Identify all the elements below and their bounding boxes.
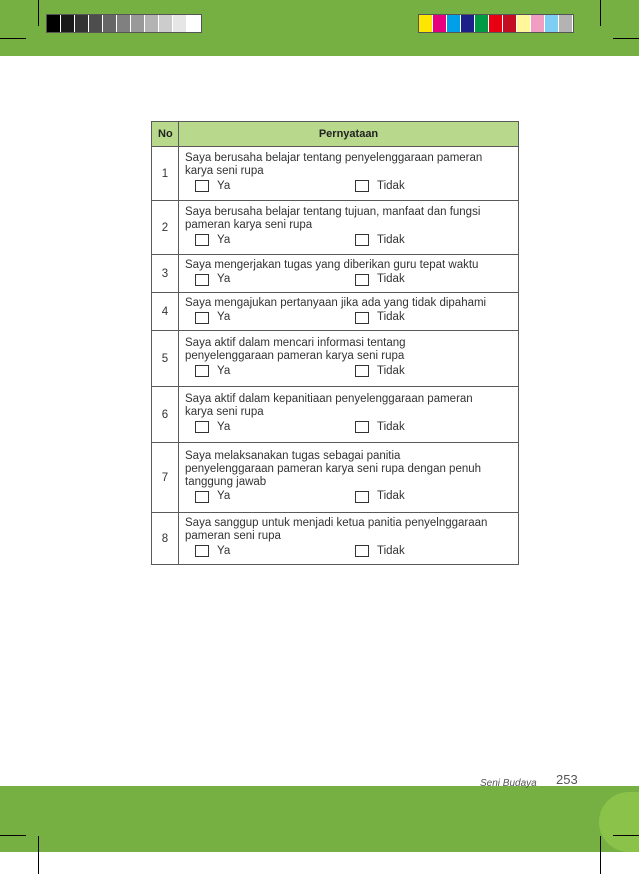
gray-swatch (61, 15, 75, 32)
bottom-band (0, 786, 639, 852)
column-header-statement: Pernyataan (179, 122, 519, 147)
gray-swatch (159, 15, 173, 32)
checkbox-no[interactable] (355, 545, 369, 557)
gray-swatch (145, 15, 159, 32)
checkbox-no[interactable] (355, 421, 369, 433)
checkbox-yes[interactable] (195, 180, 209, 192)
color-swatch (419, 15, 433, 32)
color-swatch (559, 15, 573, 32)
choice-yes (195, 490, 355, 503)
checkbox-yes[interactable] (195, 274, 209, 286)
color-swatch (461, 15, 475, 32)
table-row (152, 255, 519, 293)
color-swatch (503, 15, 517, 32)
column-header-no: No (152, 122, 179, 147)
statement-text: Saya berusaha belajar tentang tujuan, manfaat dan fungsi (185, 206, 481, 218)
row-number: 6 (152, 387, 179, 443)
statement-text: Saya aktif dalam mencari informasi tentang (185, 337, 406, 349)
color-swatch (475, 15, 489, 32)
row-number: 5 (152, 331, 179, 387)
color-swatch (433, 15, 447, 32)
statement-text: penyelenggaraan pameran karya seni rupa (185, 350, 405, 362)
checkbox-yes[interactable] (195, 234, 209, 246)
table-row (152, 331, 519, 387)
statement-text: Saya aktif dalam kepanitiaan penyelenggaraan pameran (185, 393, 473, 405)
statement-text: karya seni rupa (185, 406, 264, 418)
table-row (152, 147, 519, 201)
color-swatch (447, 15, 461, 32)
gray-swatch (89, 15, 103, 32)
choice-yes (195, 365, 355, 378)
choice-yes (195, 234, 355, 247)
choice-label-yes: Ya (217, 179, 231, 192)
choice-label-no: Tidak (377, 490, 405, 502)
statement-text: pameran karya seni rupa (185, 219, 313, 231)
page-number: 253 (556, 772, 578, 787)
choice-yes (195, 180, 355, 193)
answer-choices (185, 420, 515, 434)
statement-cell (179, 255, 519, 293)
choice-label-no: Tidak (377, 273, 405, 285)
choice-no (355, 311, 515, 324)
page-tab (599, 792, 639, 852)
book-title: Seni Budaya (480, 778, 537, 789)
choice-label-yes: Ya (217, 490, 231, 502)
checkbox-no[interactable] (355, 274, 369, 286)
checkbox-no[interactable] (355, 491, 369, 503)
choice-yes (195, 545, 355, 558)
choice-yes (195, 421, 355, 434)
statement-cell (179, 387, 519, 443)
color-swatch (545, 15, 559, 32)
choice-label-yes: Ya (217, 273, 231, 285)
row-number: 3 (152, 255, 179, 293)
checkbox-yes[interactable] (195, 545, 209, 557)
statement-text: Saya mengerjakan tugas yang diberikan guru tepat waktu (185, 258, 479, 271)
statement-cell (179, 293, 519, 331)
answer-choices (185, 179, 515, 193)
answer-choices (185, 490, 515, 504)
crop-mark (0, 38, 26, 39)
choice-yes (195, 311, 355, 324)
crop-mark (613, 835, 639, 836)
statement-text: Saya mengajukan pertanyaan jika ada yang tidak dipahami (185, 296, 487, 309)
table-header-row (152, 122, 519, 147)
choice-label-yes: Ya (217, 311, 231, 323)
choice-label-no: Tidak (377, 364, 405, 377)
row-number: 1 (152, 147, 179, 201)
table-row (152, 387, 519, 443)
gray-swatch (47, 15, 61, 32)
choice-no (355, 421, 515, 434)
statement-text: pameran seni rupa (185, 530, 281, 542)
row-number: 4 (152, 293, 179, 331)
checkbox-yes[interactable] (195, 365, 209, 377)
row-number: 2 (152, 201, 179, 255)
crop-mark (600, 836, 601, 874)
answer-choices (185, 273, 515, 287)
color-swatch (489, 15, 503, 32)
choice-label-yes: Ya (217, 420, 231, 433)
choice-no (355, 490, 515, 503)
gray-swatch (187, 15, 201, 32)
checkbox-yes[interactable] (195, 491, 209, 503)
crop-mark (38, 0, 39, 26)
gray-swatch (131, 15, 145, 32)
statement-text: karya seni rupa (185, 165, 264, 177)
crop-mark (38, 836, 39, 874)
statement-text: Saya berusaha belajar tentang penyelenggaraan pameran (185, 152, 483, 164)
choice-no (355, 545, 515, 558)
choice-no (355, 273, 515, 286)
choice-yes (195, 273, 355, 286)
checkbox-no[interactable] (355, 312, 369, 324)
crop-mark (613, 38, 639, 39)
color-swatch (531, 15, 545, 32)
choice-label-no: Tidak (377, 420, 405, 433)
table-row (152, 443, 519, 513)
statement-cell (179, 513, 519, 565)
statement-text: penyelenggaraan pameran karya seni rupa dengan penuh (185, 462, 482, 475)
checkbox-no[interactable] (355, 234, 369, 246)
gray-swatch (117, 15, 131, 32)
statement-text: tanggung jawab (185, 475, 267, 488)
choice-label-no: Tidak (377, 311, 405, 323)
crop-mark (0, 835, 26, 836)
choice-label-no: Tidak (377, 179, 405, 192)
gray-calibration-bar (46, 14, 202, 33)
checkbox-yes[interactable] (195, 421, 209, 433)
table-row (152, 201, 519, 255)
statement-cell (179, 201, 519, 255)
answer-choices (185, 544, 515, 558)
row-number: 8 (152, 513, 179, 565)
choice-label-no: Tidak (377, 544, 405, 557)
checkbox-no[interactable] (355, 365, 369, 377)
table-row (152, 513, 519, 565)
answer-choices (185, 364, 515, 378)
checkbox-no[interactable] (355, 180, 369, 192)
choice-no (355, 365, 515, 378)
gray-swatch (75, 15, 89, 32)
statement-cell (179, 331, 519, 387)
statement-cell (179, 443, 519, 513)
statement-cell (179, 147, 519, 201)
gray-swatch (173, 15, 187, 32)
answer-choices (185, 233, 515, 247)
choice-label-no: Tidak (377, 233, 405, 246)
statement-text: Saya sanggup untuk menjadi ketua panitia penyelnggaraan (185, 517, 488, 529)
answer-choices (185, 311, 515, 325)
choice-no (355, 180, 515, 193)
statement-text: Saya melaksanakan tugas sebagai panitia (185, 449, 401, 462)
gray-swatch (103, 15, 117, 32)
choice-label-yes: Ya (217, 544, 231, 557)
questionnaire-table (151, 121, 519, 565)
table-row (152, 293, 519, 331)
color-calibration-bar (418, 14, 574, 33)
crop-mark (600, 0, 601, 26)
checkbox-yes[interactable] (195, 312, 209, 324)
color-swatch (517, 15, 531, 32)
choice-label-yes: Ya (217, 364, 231, 377)
choice-no (355, 234, 515, 247)
row-number: 7 (152, 443, 179, 513)
choice-label-yes: Ya (217, 233, 231, 246)
